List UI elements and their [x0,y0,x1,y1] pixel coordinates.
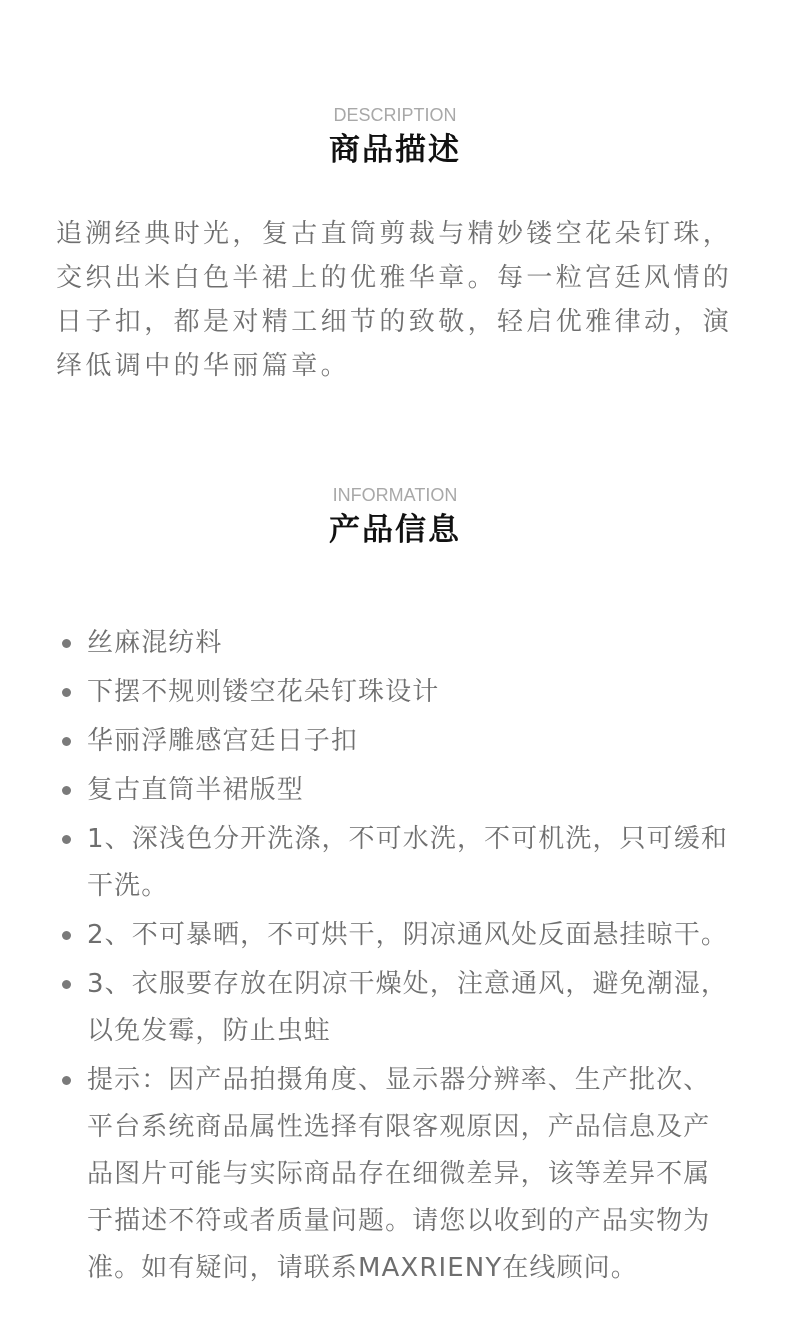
list-item [56,961,736,1055]
information-eyebrow: INFORMATION [332,485,458,505]
information-header [0,484,790,550]
list-item-text: 提示：因产品拍摄角度、显示器分辨率、生产批次、平台系统商品属性选择有限客观原因，产品信息及产品图片可能与实际商品存在细微差异，该等差异不属于描述不符或者质量问题。请您以收到的产品实物为准。如有疑问，请联系MAXRIENY在线顾问。 [87,1065,711,1283]
list-item-text: 下摆不规则镂空花朵钉珠设计 [87,677,440,707]
list-item-text: 2、不可暴晒，不可烘干，阴凉通风处反面悬挂晾干。 [87,920,728,950]
bullet-icon [62,737,71,746]
bullet-icon [62,688,71,697]
list-item [56,816,736,910]
list-item [56,669,736,716]
information-title: 产品信息 [329,512,461,548]
bullet-icon [62,786,71,795]
list-item [56,767,736,814]
information-section [0,484,790,1283]
list-item [56,912,736,959]
information-list [56,620,736,1294]
bullet-icon [62,980,71,989]
bullet-icon [62,931,71,940]
bullet-icon [62,1076,71,1085]
bullet-icon [62,639,71,648]
description-title: 商品描述 [329,132,461,168]
description-eyebrow: DESCRIPTION [333,105,457,125]
list-item [56,620,736,667]
description-section [0,104,790,381]
list-item-text: 1、深浅色分开洗涤，不可水洗，不可机洗，只可缓和干洗。 [87,824,728,901]
description-header [0,104,790,170]
list-item-text: 复古直筒半裙版型 [87,775,304,805]
list-item-text: 丝麻混纺料 [87,628,223,658]
list-item-text: 3、衣服要存放在阴凉干燥处，注意通风，避免潮湿，以免发霉，防止虫蛀 [87,969,728,1046]
list-item-text: 华丽浮雕感宫廷日子扣 [87,726,359,756]
bullet-icon [62,835,71,844]
list-item [56,718,736,765]
list-item [56,1057,736,1292]
description-body: 追溯经典时光，复古直筒剪裁与精妙镂空花朵钉珠，交织出米白色半裙上的优雅华章。每一粒宫廷风情的日子扣，都是对精工细节的致敬，轻启优雅律动，演绎低调中的华丽篇章。 [56,219,733,381]
